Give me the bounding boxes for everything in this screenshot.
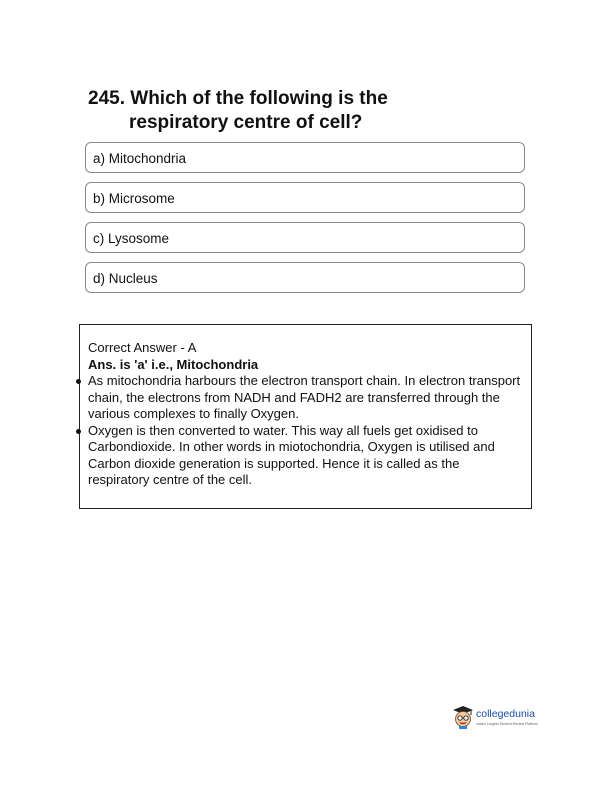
explanation-text-2: Oxygen is then converted to water. This way all fuels get oxidised to Carbondioxide. In other words in miotochondria, Oxygen is utilised and Carbon dioxide generation is supported. Hence it is called as the respiratory centre of the cell. xyxy=(88,422,495,487)
bullet-dot-icon xyxy=(76,379,81,384)
explanation-text-1: As mitochondria harbours the electron transport chain. In electron transport chain, the electrons from NADH and FADH2 are transferred through the various complexes to finally Oxygen. xyxy=(88,373,521,421)
correct-answer-line: Correct Answer - A xyxy=(88,340,197,355)
question-text xyxy=(88,87,508,135)
mascot-icon xyxy=(452,705,474,729)
logo-tagline: India's Largest Student Review Platform xyxy=(476,722,539,726)
option-d[interactable]: d) Nucleus xyxy=(85,262,525,293)
explanation-bullet-1 xyxy=(88,373,523,423)
option-c[interactable]: c) Lysosome xyxy=(85,222,525,253)
question-line-2: respiratory centre of cell? xyxy=(129,112,363,133)
option-a[interactable]: a) Mitochondria xyxy=(85,142,525,173)
collegedunia-logo xyxy=(452,703,552,733)
bullet-dot-icon xyxy=(76,429,81,434)
logo-wordmark: collegedunia xyxy=(476,708,535,720)
answer-box xyxy=(79,324,532,509)
option-b[interactable]: b) Microsome xyxy=(85,182,525,213)
answer-heading: Ans. is 'a' i.e., Mitochondria xyxy=(88,356,259,372)
question-line-1: 245. Which of the following is the xyxy=(88,88,388,109)
explanation-bullet-2 xyxy=(88,423,523,489)
